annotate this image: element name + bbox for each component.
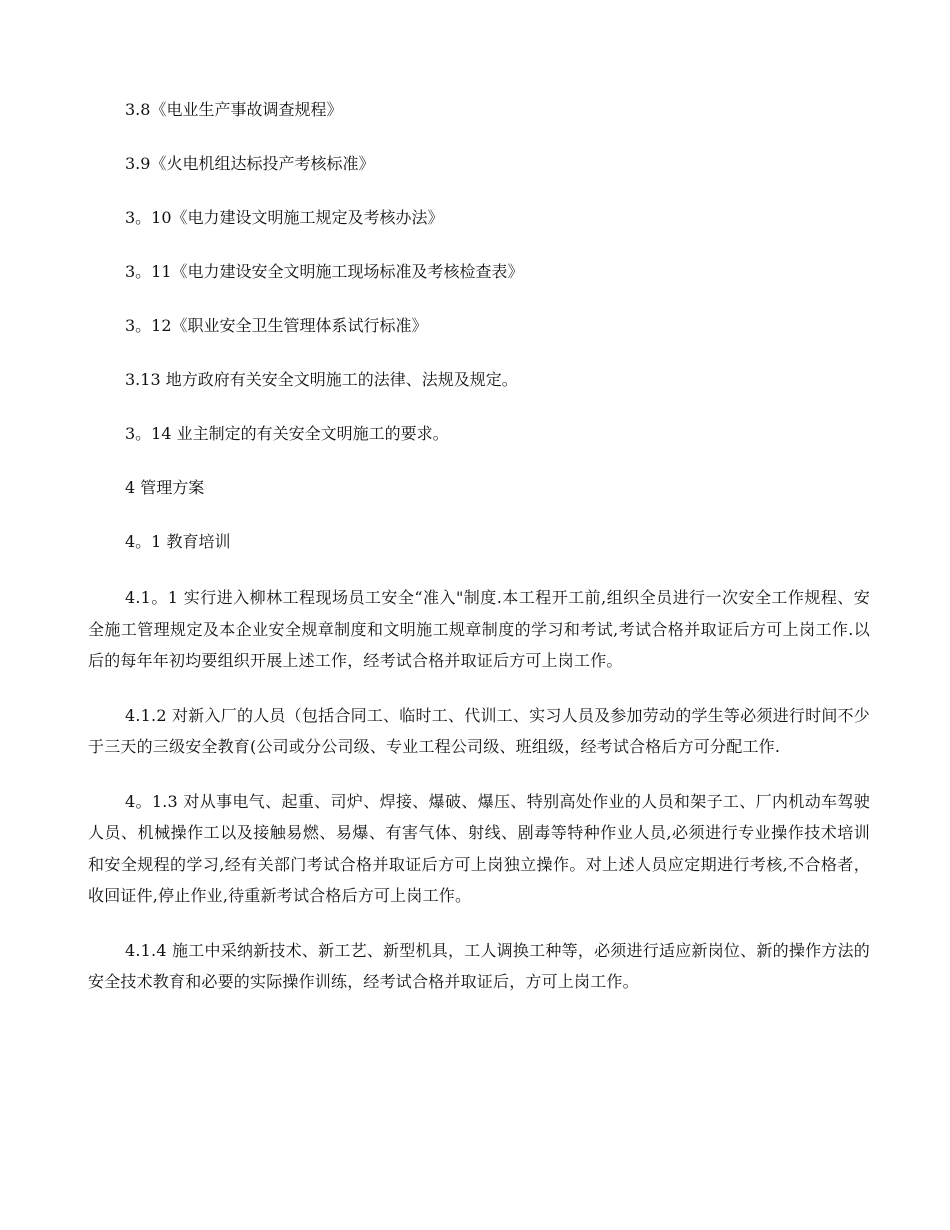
paragraph-4-1-3: 4。1.3 对从事电气、起重、司炉、焊接、爆破、爆压、特别高处作业的人员和架子工、厂内机动车驾驶人员、机械操作工以及接触易燃、易爆、有害气体、射线、剧毒等特种作业人员,必须进行专业操作技术培训和安全规程的学习,经有关部门考试合格并取证后方可上岗独立操作。对上述人员应定期进行考核,不合格者，收回证件,停止作业,待重新考试合格后方可上岗工作。 xyxy=(88,791,870,905)
clause-3-11: 3。11《电力建设安全文明施工现场标准及考核检查表》 xyxy=(125,262,524,281)
document-page xyxy=(88,96,870,1021)
clause-3-9: 3.9《火电机组达标投产考核标准》 xyxy=(125,154,375,173)
clause-3-8: 3.8《电业生产事故调查规程》 xyxy=(125,100,343,119)
section-4-heading: 4 管理方案 xyxy=(125,478,205,497)
paragraph-4-1-4: 4.1.4 施工中采纳新技术、新工艺、新型机具，工人调换工种等，必须进行适应新岗位、新的操作方法的安全技术教育和必要的实际操作训练，经考试合格并取证后，方可上岗工作。 xyxy=(88,940,870,991)
clause-3-12: 3。12《职业安全卫生管理体系试行标准》 xyxy=(125,316,428,335)
paragraph-4-1-1: 4.1。1 实行进入柳林工程现场员工安全“准入"制度.本工程开工前,组织全员进行一次安全工作规程、安全施工管理规定及本企业安全规章制度和文明施工规章制度的学习和考试,考试合格并取证后方可上岗工作.以后的每年年初均要组织开展上述工作，经考试合格并取证后方可上岗工作。 xyxy=(88,588,870,670)
paragraph-4-1-2: 4.1.2 对新入厂的人员（包括合同工、临时工、代训工、实习人员及参加劳动的学生等必须进行时间不少于三天的三级安全教育(公司或分公司级、专业工程公司级、班组级，经考试合格后方可分配工作. xyxy=(88,705,870,756)
section-4-1-heading: 4。1 教育培训 xyxy=(125,532,231,551)
clause-3-14: 3。14 业主制定的有关安全文明施工的要求。 xyxy=(125,424,449,443)
clause-3-10: 3。10《电力建设文明施工规定及考核办法》 xyxy=(125,208,444,227)
clause-3-13: 3.13 地方政府有关安全文明施工的法律、法规及规定。 xyxy=(125,370,518,389)
